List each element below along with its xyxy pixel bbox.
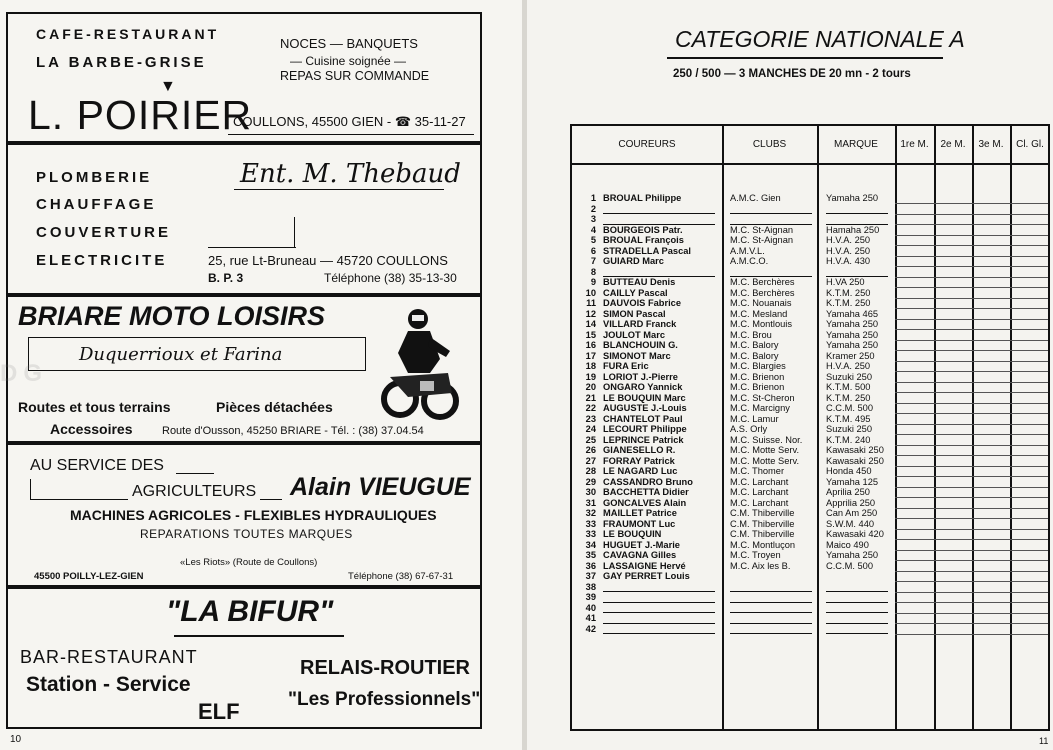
table-row [572,508,1048,519]
row-marque: Yamaha 250 [826,329,879,340]
row-coureur: SIMON Pascal [603,308,666,319]
table-row [572,466,1048,477]
row-club: M.C. Nouanais [730,298,792,308]
header-marque: MARQUE [834,139,878,150]
ad4-au: AU SERVICE DES [30,457,164,474]
row-coureur: SIMONOT Marc [603,350,671,361]
row-marque: Can Am 250 [826,508,878,518]
score-row-line [895,634,1048,635]
row-club: M.C. Berchères [730,287,795,298]
ad4-machines: MACHINES AGRICOLES - FLEXIBLES HYDRAULIQUES [70,507,437,523]
row-number: 14 [585,319,596,329]
row-coureur: VILLARD Franck [603,319,677,329]
row-marque: H.VA 250 [826,277,865,287]
title-underline [667,57,943,59]
row-number: 26 [585,445,596,455]
row-number: 20 [585,382,596,392]
row-coureur: DAUVOIS Fabrice [603,298,682,308]
row-coureur: GONCALVES Alain [603,497,687,508]
table-row [572,435,1048,446]
table-row [572,487,1048,498]
ad2-l2: CHAUFFAGE [36,196,157,213]
row-number: 29 [585,476,596,487]
row-coureur: LEPRINCE Patrick [603,434,684,445]
row-marque: Yamaha 250 [826,193,879,203]
ad3-accessoires: Accessoires [50,421,133,437]
row-club: M.C. Montluçon [730,539,796,550]
row-club: M.C. Larchant [730,487,789,497]
blank-entry-line [603,633,715,634]
ad3-owners: Duquerrioux et Farina [79,344,283,365]
arrow-down-icon: ▼ [160,78,176,95]
table-row [572,309,1048,320]
row-club: A.M.C. Gien [730,193,781,203]
row-marque: K.T.M. 250 [826,298,871,308]
row-club: A.M.V.L. [730,245,765,256]
table-row [572,193,1048,204]
ad2-signature: Ent. M. Thebaud [240,159,461,189]
table-row [572,382,1048,393]
row-marque: Yamaha 250 [826,340,879,350]
table-row [572,603,1048,614]
table-row [572,519,1048,530]
row-coureur: BACCHETTA Didier [603,487,689,497]
table-row [572,582,1048,593]
row-club: M.C. St-Aignan [730,235,794,245]
row-number: 41 [585,613,596,623]
ad3-address: Route d'Ousson, 45250 BRIARE - Tél. : (38) 37.04.54 [162,425,424,437]
row-number: 6 [590,245,596,256]
row-club: M.C. Troyen [730,550,781,560]
header-m2: 2e M. [940,139,966,150]
row-marque: Kawasaki 250 [826,445,884,455]
row-number: 16 [585,340,596,350]
page-number-left: 10 [10,734,22,745]
row-number: 2 [590,203,596,214]
table-row [572,561,1048,572]
table-row [572,571,1048,582]
row-marque: Suzuki 250 [826,371,872,382]
ad2-phone: Téléphone (38) 35-13-30 [324,271,457,285]
row-coureur: STRADELLA Pascal [603,245,691,256]
table-row [572,214,1048,225]
row-number: 35 [585,550,596,560]
header-coureurs: COUREURS [618,139,676,150]
row-club: M.C. Thomer [730,466,785,476]
row-coureur: GAY PERRET Louis [603,571,690,581]
row-number: 8 [590,266,596,277]
row-marque: C.C.M. 500 [826,560,874,571]
header-clubs: CLUBS [752,139,787,150]
ad5-station: Station - Service [26,673,191,696]
row-coureur: LORIOT J.-Pierre [603,371,678,382]
row-club: M.C. Montlouis [730,319,792,329]
row-marque: Yamaha 125 [826,476,879,487]
table-row [572,624,1048,635]
row-club: M.C. Motte Serv. [730,455,800,466]
row-coureur: HUGUET J.-Marie [603,539,680,550]
row-club: M.C. Mesland [730,308,788,319]
row-coureur: BOURGEOIS Patr. [603,224,683,235]
row-club: M.C. Larchant [730,476,789,487]
table-row [572,414,1048,425]
row-coureur: BLANCHOUIN G. [603,340,678,350]
row-marque: Kawasaki 250 [826,455,884,466]
ad1-line2: LA BARBE-GRISE [36,54,207,71]
row-marque: Yamaha 250 [826,319,879,329]
ad4-line3 [30,499,128,500]
ad3-pieces: Pièces détachées [216,399,333,415]
row-club: A.M.C.O. [730,256,769,266]
row-club: M.C. Brou [730,329,772,340]
row-marque: K.T.M. 500 [826,382,871,392]
ad1-underline [228,134,474,135]
row-marque: H.V.A. 250 [826,235,871,245]
row-marque: Yamaha 465 [826,308,879,319]
row-club: M.C. Motte Serv. [730,445,800,455]
row-coureur: AUGUSTE J.-Louis [603,403,687,413]
row-coureur: BROUAL François [603,235,684,245]
watermark-text: DG [0,360,48,387]
ad2-l4: ELECTRICITE [36,252,168,269]
header-divider [572,163,1048,165]
row-number: 21 [585,392,596,403]
ad4-name: Alain VIEUGUE [290,473,471,501]
table-row [572,277,1048,288]
ad4-phone: Téléphone (38) 67-67-31 [348,571,454,582]
row-number: 9 [590,277,596,287]
row-number: 18 [585,361,596,371]
row-coureur: CAVAGNA Gilles [603,550,677,560]
ad2-sig-underline [234,189,444,190]
table-row [572,361,1048,372]
table-row [572,540,1048,551]
row-number: 40 [585,602,596,613]
row-marque: H.V.A. 430 [826,256,871,266]
table-row [572,613,1048,624]
row-coureur: BUTTEAU Denis [603,277,676,287]
row-coureur: MAILLET Patrice [603,508,677,518]
table-row [572,340,1048,351]
row-marque: Aprilia 250 [826,487,870,497]
row-marque: Apprilia 250 [826,497,876,508]
row-club: M.C. Aix les B. [730,560,791,571]
table-row [572,298,1048,309]
header-cl: Cl. Gl. [1016,139,1044,150]
row-marque: H.V.A. 250 [826,361,871,371]
row-marque: Hamaha 250 [826,224,880,235]
blank-entry-line [730,633,812,634]
table-row [572,351,1048,362]
table-row [572,592,1048,603]
ad-barbe-grise [6,12,482,143]
row-club: C.M. Thiberville [730,529,795,539]
ad2-divider [294,217,295,247]
row-club: M.C. Balory [730,350,779,361]
motorcycle-rider-icon [378,303,460,423]
page-number-right: 11 [1039,736,1049,746]
row-coureur: LE BOUQUIN [603,529,662,539]
ad1-line1: CAFE-RESTAURANT [36,26,220,42]
row-coureur: CAILLY Pascal [603,287,668,298]
header-m1: 1re M. [900,139,929,150]
ad5-relais: RELAIS-ROUTIER [300,657,470,679]
row-club: C.M. Thiberville [730,518,795,529]
table-row [572,319,1048,330]
row-club: M.C. St-Aignan [730,224,794,235]
ad3-owners-box [28,337,366,371]
ad4-riots: «Les Riots» (Route de Coullons) [180,557,318,568]
ad-briare-moto [6,295,482,443]
row-club: M.C. Marcigny [730,403,790,413]
row-number: 7 [590,256,596,266]
row-number: 10 [585,287,596,298]
table-row [572,529,1048,540]
row-coureur: LE BOUQUIN Marc [603,392,686,403]
table-row [572,267,1048,278]
row-number: 32 [585,508,596,518]
row-club: C.M. Thiberville [730,508,795,518]
row-number: 1 [590,193,596,203]
row-marque: Honda 450 [826,466,872,476]
ad4-city: 45500 POILLY-LEZ-GIEN [34,571,144,582]
table-row [572,550,1048,561]
ad2-address: 25, rue Lt-Bruneau — 45720 COULLONS [208,253,448,268]
row-coureur: LASSAIGNE Hervé [603,560,686,571]
ad4-line2 [30,479,31,499]
row-marque: S.W.M. 440 [826,518,875,529]
table-row [572,372,1048,383]
row-marque: Suzuki 250 [826,424,872,434]
row-marque: K.T.M. 250 [826,392,871,403]
row-club: M.C. Brienon [730,371,785,382]
row-coureur: CHANTELOT Paul [603,413,683,424]
row-coureur: GIANESELLO R. [603,445,676,455]
row-club: M.C. Berchères [730,277,795,287]
row-number: 28 [585,466,596,476]
ad-la-bifur [6,587,482,729]
row-number: 33 [585,529,596,539]
table-row [572,246,1048,257]
row-marque: C.C.M. 500 [826,403,874,413]
row-club: M.C. Suisse. Nor. [730,434,803,445]
ad1-noces: NOCES — BANQUETS [280,36,418,51]
row-coureur: ONGARO Yannick [603,382,683,392]
ad5-elf: ELF [198,699,240,724]
table-row [572,393,1048,404]
row-coureur: LECOURT Philippe [603,424,687,434]
row-coureur: FRAUMONT Luc [603,518,676,529]
blank-entry-line [826,633,888,634]
row-club: M.C. Brienon [730,382,785,392]
row-coureur: FORRAY Patrick [603,455,675,466]
ad2-l3: COUVERTURE [36,224,172,241]
row-number: 42 [585,623,596,634]
table-row [572,256,1048,267]
ad3-routes: Routes et tous terrains [18,399,171,415]
row-number: 39 [585,592,596,602]
header-m3: 3e M. [978,139,1004,150]
table-row [572,225,1048,236]
row-number: 12 [585,308,596,319]
row-number: 17 [585,350,596,361]
table-row [572,204,1048,215]
table-row [572,330,1048,341]
row-coureur: LE NAGARD Luc [603,466,678,476]
row-club: M.C. Balory [730,340,779,350]
row-marque: K.T.M. 240 [826,434,871,445]
row-number: 19 [585,371,596,382]
table-row [572,445,1048,456]
row-number: 23 [585,413,596,424]
row-marque: Maico 490 [826,539,869,550]
row-number: 33 [585,518,596,529]
row-number: 15 [585,329,596,340]
row-number: 22 [585,403,596,413]
row-number: 38 [585,581,596,592]
ad4-reparations: REPARATIONS TOUTES MARQUES [140,527,353,541]
row-number: 34 [585,539,596,550]
row-number: 36 [585,560,596,571]
row-club: A.S. Orly [730,424,768,434]
row-number: 27 [585,455,596,466]
ad2-l1: PLOMBERIE [36,169,153,186]
row-club: M.C. Lamur [730,413,779,424]
ad3-title: BRIARE MOTO LOISIRS [18,301,326,331]
row-number: 3 [590,214,596,224]
ad1-cuisine: — Cuisine soignée — [290,54,407,68]
row-marque: K.T.M. 495 [826,413,871,424]
ad2-bp: B. P. 3 [208,271,244,285]
row-marque: H.V.A. 250 [826,245,871,256]
row-number: 25 [585,434,596,445]
ad-thebaud [6,143,482,295]
page-subtitle: 250 / 500 — 3 MANCHES DE 20 mn - 2 tours [673,68,911,80]
row-marque: Kawasaki 420 [826,529,884,539]
table-row [572,424,1048,435]
row-number: 31 [585,497,596,508]
table-row [572,498,1048,509]
ad5-title: "LA BIFUR" [166,595,334,628]
ad4-line1 [176,473,214,474]
row-marque: Kramer 250 [826,350,875,361]
row-club: M.C. Blargies [730,361,786,371]
ad1-name: L. POIRIER [28,92,253,138]
row-number: 5 [590,235,596,245]
row-club: M.C. St-Cheron [730,392,795,403]
row-number: 11 [586,298,596,308]
ad2-divider-h [208,247,296,248]
ad1-repas: REPAS SUR COMMANDE [280,69,430,83]
ad1-address: COULLONS, 45500 GIEN - ☎ 35-11-27 [233,114,466,129]
table-row [572,288,1048,299]
left-page [0,0,522,750]
row-number: 37 [585,571,596,581]
row-marque: Yamaha 250 [826,550,879,560]
table-row [572,235,1048,246]
ad5-bar: BAR-RESTAURANT [20,647,198,667]
ad4-agri: AGRICULTEURS [132,483,257,500]
ad5-underline [174,635,344,637]
watermark-strip [0,360,48,388]
row-number: 24 [585,424,596,434]
page-title: CATEGORIE NATIONALE A [675,26,965,52]
row-coureur: GUIARD Marc [603,256,664,266]
ad4-line4 [260,499,282,500]
ad-vieugue [6,443,482,587]
row-coureur: JOULOT Marc [603,329,665,340]
results-table [570,124,1050,731]
ad5-pros: "Les Professionnels" [288,689,481,710]
row-marque: K.T.M. 250 [826,287,871,298]
right-page [527,0,1053,750]
row-coureur: CASSANDRO Bruno [603,476,693,487]
row-number: 30 [585,487,596,497]
row-club: M.C. Larchant [730,497,789,508]
row-coureur: FURA Eric [603,361,649,371]
table-row [572,477,1048,488]
table-row [572,456,1048,467]
row-number: 4 [590,224,596,235]
row-coureur: BROUAL Philippe [603,193,682,203]
table-row [572,403,1048,414]
